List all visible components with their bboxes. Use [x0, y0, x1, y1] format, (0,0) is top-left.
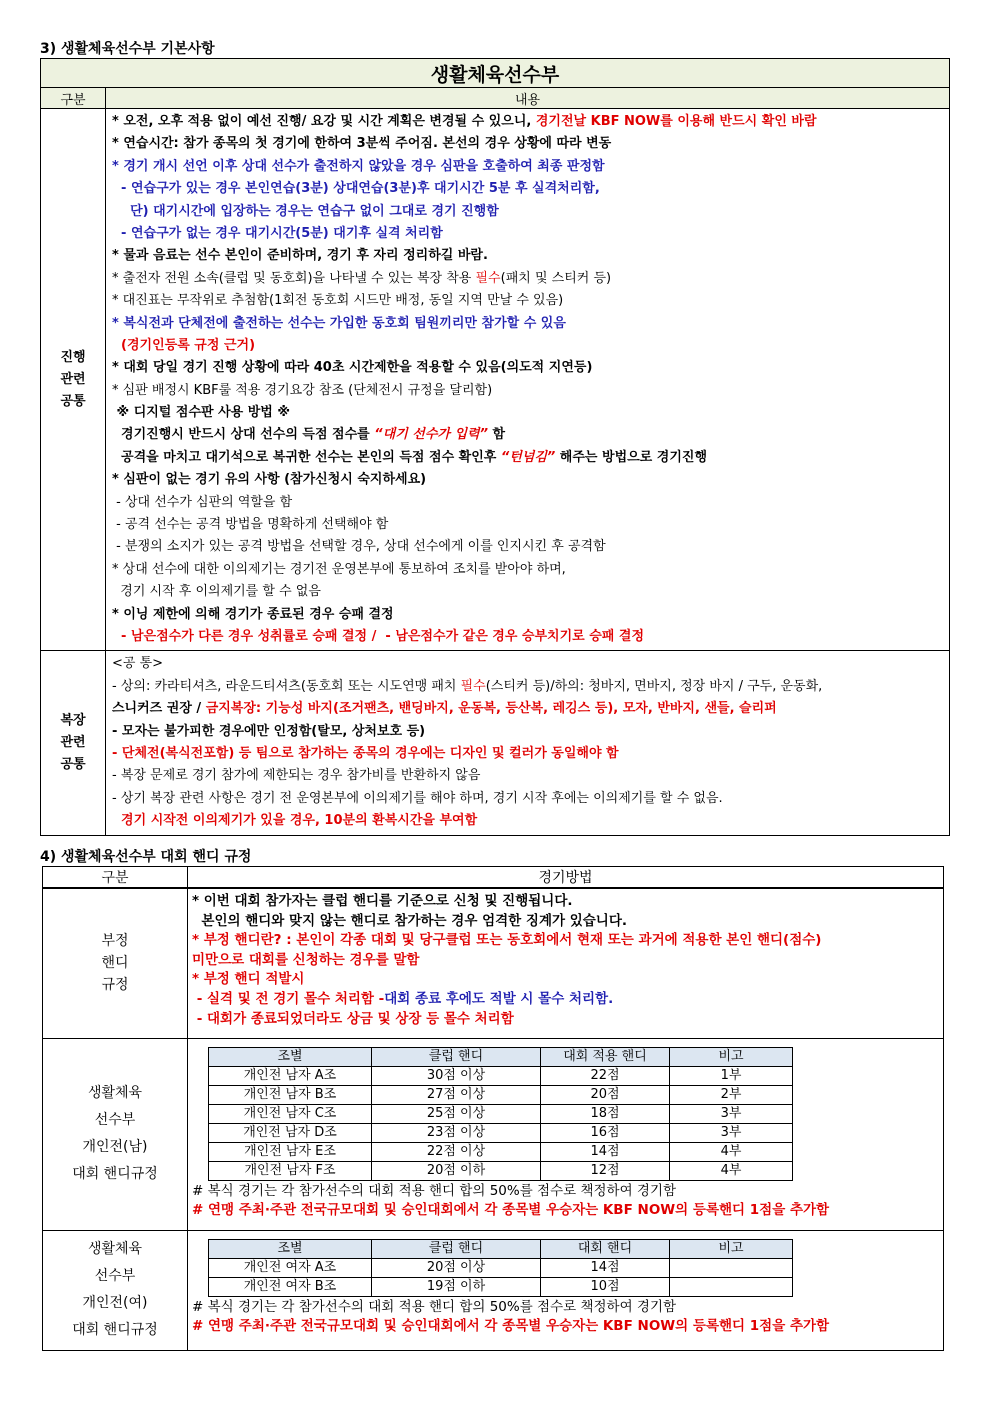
progress-line-text: * 대진표는 무작위로 추첨함(1회전 동호회 시드만 배정, 동일 지역 만날 수 있음): [112, 293, 564, 309]
fraud-line-red: 미만으로 대회를 신청하는 경우를 말함: [192, 951, 420, 968]
col-category-header: 구분: [43, 867, 188, 889]
progress-line: [112, 313, 943, 335]
women-table-cell: 개인전 여자 A조: [209, 1258, 372, 1277]
men-table-cell: 2부: [670, 1085, 793, 1104]
attire-line-text: - 상기 복장 관련 사항은 경기 전 운영본부에 이의제기를 해야 하며, 경기 시작 후에는 이의제기를 할 수 없음.: [112, 790, 723, 806]
fraud-line: [192, 931, 939, 951]
progress-line-red: 경기전날 KBF NOW를 이용해 반드시 확인 바람: [535, 114, 817, 129]
attire-line: [112, 810, 943, 832]
progress-line: [112, 223, 943, 245]
progress-category-label: 진행 관련 공통: [60, 349, 86, 409]
attire-line-after: (스티커 등)/하의: 청바지, 면바지, 정장 바지 / 구두, 운동화,: [485, 678, 823, 694]
table-row: [209, 1142, 793, 1161]
men-table-cell: 개인전 남자 B조: [209, 1085, 372, 1104]
men-table-cell: 16점: [541, 1123, 670, 1142]
fraud-line-blue: 대회 종료 후에도 적발 시 몰수 처리함.: [384, 990, 614, 1007]
men-table-cell: 27점 이상: [372, 1085, 541, 1104]
attire-line-red: 경기 시작전 이의제기가 있을 경우, 10분의 환복시간을 부여함: [112, 813, 478, 829]
women-table-header-cell: 클럽 핸디: [372, 1239, 541, 1258]
attire-content: [106, 651, 950, 835]
col-content-header: 내용: [106, 88, 950, 109]
table-row: [209, 1277, 793, 1296]
women-table-cell: [670, 1277, 793, 1296]
fraud-category: [43, 888, 188, 1038]
progress-line: [112, 335, 943, 357]
progress-line: [112, 402, 943, 424]
progress-line-text: - 상대 선수가 심판의 역할을 함: [112, 494, 293, 510]
table-row: [209, 1258, 793, 1277]
women-category: [43, 1230, 188, 1350]
col-category-header: 구분: [41, 88, 106, 109]
progress-line-text: - 연습구가 없는 경우 대기시간(5분) 대기후 실격 처리함: [112, 225, 443, 241]
men-table-cell: 3부: [670, 1123, 793, 1142]
men-table-cell: 22점: [541, 1066, 670, 1085]
men-table-cell: 4부: [670, 1161, 793, 1180]
fraud-line-red: - 실격 및 전 경기 몰수 처리함 -: [192, 990, 385, 1007]
men-table-header-cell: 조별: [209, 1047, 372, 1066]
men-table-cell: 개인전 남자 C조: [209, 1104, 372, 1123]
men-table-cell: 25점 이상: [372, 1104, 541, 1123]
attire-category: [41, 651, 106, 835]
progress-line: [112, 290, 943, 312]
progress-line-red: (경기인등록 규정 근거): [112, 337, 256, 353]
men-table-cell: 22점 이상: [372, 1142, 541, 1161]
men-table-header-cell: 대회 적용 핸디: [541, 1047, 670, 1066]
progress-line-text: * 심판 배정시 KBF룰 적용 경기요강 참조 (단체전시 규정을 달리함): [112, 382, 493, 398]
progress-line-text: * 오전, 오후 적용 없이 예선 진행/ 요강 및 시간 계획은 변경될 수 있으니,: [112, 114, 536, 129]
table-row: [209, 1161, 793, 1180]
men-category: [43, 1038, 188, 1230]
women-table-header-cell: 비고: [670, 1239, 793, 1258]
progress-line-text: * 이닝 제한에 의해 경기가 종료된 경우 승패 결정: [112, 606, 394, 622]
fraud-line: [192, 912, 939, 932]
men-table-cell: 12점: [541, 1161, 670, 1180]
table-row: [209, 1085, 793, 1104]
attire-line-text: 스니커즈 권장 /: [112, 701, 206, 717]
fraud-line: [192, 951, 939, 971]
fraud-content: [188, 888, 944, 1038]
progress-line: [112, 559, 943, 581]
fraud-line-text: * 이번 대회 참가자는 클럽 핸디를 기준으로 신청 및 진행됩니다.: [192, 893, 573, 909]
progress-line: [112, 268, 943, 290]
fraud-line: [192, 1010, 939, 1030]
men-table-cell: 1부: [670, 1066, 793, 1085]
progress-line-red: “대기 선수가 입력”: [374, 427, 488, 443]
progress-line: [112, 178, 943, 200]
progress-line: [112, 492, 943, 514]
women-category-label: 생활체육 선수부 개인전(여) 대회 핸디규정: [72, 1241, 158, 1338]
progress-content: [106, 109, 950, 651]
women-table-cell: 개인전 여자 B조: [209, 1277, 372, 1296]
basic-rules-table: [40, 58, 950, 836]
progress-line-text: * 복식전과 단체전에 출전하는 선수는 가입한 동호회 팀원끼리만 참가할 수 있음: [112, 315, 566, 331]
men-table-cell: 20점: [541, 1085, 670, 1104]
progress-line-text: 공격을 마치고 대기석으로 복귀한 선수는 본인의 득점 점수 확인후: [112, 449, 501, 465]
women-table-header-cell: 조별: [209, 1239, 372, 1258]
men-table-cell: 개인전 남자 F조: [209, 1161, 372, 1180]
section3-title: 3) 생활체육선수부 기본사항: [40, 41, 215, 57]
progress-line-text: - 연습구가 있는 경우 본인연습(3분) 상대연습(3분)후 대기시간 5분 후 실격처리함,: [112, 181, 600, 197]
men-table-cell: 3부: [670, 1104, 793, 1123]
progress-line: [112, 469, 943, 491]
men-category-label: 생활체육 선수부 개인전(남) 대회 핸디규정: [72, 1085, 158, 1182]
progress-line: [112, 380, 943, 402]
progress-line-text: - 분쟁의 소지가 있는 공격 방법을 선택할 경우, 상대 선수에게 이를 인지시킨 후 공격함: [112, 539, 606, 555]
men-table-cell: 14점: [541, 1142, 670, 1161]
attire-lines: [112, 653, 943, 832]
progress-line-text: * 대회 당일 경기 진행 상황에 따라 40초 시간제한을 적용할 수 있음(의도적 지연등): [112, 360, 593, 376]
attire-line-red: - 단체전(복식전포함) 등 팀으로 참가하는 종목의 경우에는 디자인 및 컬러가 동일해야 함: [112, 745, 619, 761]
women-table-cell: 14점: [541, 1258, 670, 1277]
handicap-table: [42, 866, 944, 1351]
progress-line-text: 단) 대기시간에 입장하는 경우는 연습구 없이 그대로 경기 진행함: [112, 203, 499, 219]
attire-line: [112, 653, 943, 675]
section4-title: 4) 생활체육선수부 대회 핸디 규정: [40, 849, 252, 865]
attire-line-text: - 모자는 불가피한 경우에만 인정함(탈모, 상처보호 등): [112, 723, 426, 739]
attire-line: [112, 743, 943, 765]
attire-line-text: - 복장 문제로 경기 참가에 제한되는 경우 참가비를 반환하지 않음: [112, 768, 481, 784]
men-table-cell: 개인전 남자 E조: [209, 1142, 372, 1161]
women-table-cell: [670, 1258, 793, 1277]
attire-line-text: - 상의: 카라티셔츠, 라운드티셔츠(동호회 또는 시도연맹 패치: [112, 678, 461, 694]
progress-line: [112, 111, 943, 133]
men-table-cell: 18점: [541, 1104, 670, 1123]
fraud-line: [192, 970, 939, 990]
men-note1: # 복식 경기는 각 참가선수의 대회 적용 핸디 합의 50%를 점수로 책정하여 경기함: [192, 1182, 677, 1199]
men-table-header-cell: 비고: [670, 1047, 793, 1066]
men-note2: # 연맹 주최·주관 전국규모대회 및 승인대회에서 각 종목별 우승자는 KBF NOW의 등록핸디 1점을 추가함: [192, 1202, 830, 1219]
men-table-cell: 개인전 남자 A조: [209, 1066, 372, 1085]
table-row: [209, 1066, 793, 1085]
progress-line-text: * 연습시간: 참가 종목의 첫 경기에 한하여 3분씩 주어짐. 본선의 경우 상황에 따라 변동: [112, 136, 612, 152]
progress-line-red: - 남은점수가 다른 경우 성취률로 승패 결정 / - 남은점수가 같은 경우 승부치기로 승패 결정: [112, 628, 645, 644]
table-row: [209, 1123, 793, 1142]
attire-line: [112, 698, 943, 720]
progress-line: [112, 245, 943, 267]
fraud-category-label: 부정 핸디 규정: [101, 933, 129, 994]
women-table-cell: 19점 이하: [372, 1277, 541, 1296]
women-table-header-cell: 대회 핸디: [541, 1239, 670, 1258]
attire-line-red: 필수: [460, 678, 486, 694]
women-content: [188, 1230, 944, 1350]
progress-line-text: * 물과 음료는 선수 본인이 준비하며, 경기 후 자리 정리하길 바람.: [112, 248, 488, 264]
progress-line-text: ※ 디지털 점수판 사용 방법 ※: [112, 405, 291, 421]
progress-line-text: - 공격 선수는 공격 방법을 명확하게 선택해야 함: [112, 517, 389, 533]
attire-line-red: 금지복장: 기능성 바지(조거팬츠, 밴딩바지, 운동복, 등산복, 레깅스 등), 모자, 반바지, 샌들, 슬리퍼: [205, 701, 777, 717]
men-table-cell: 23점 이상: [372, 1123, 541, 1142]
progress-line: [112, 357, 943, 379]
progress-line: [112, 156, 943, 178]
progress-line-red: “턴넘김”: [500, 449, 556, 465]
men-table-cell: 20점 이하: [372, 1161, 541, 1180]
fraud-line-red: - 대회가 종료되었더라도 상금 및 상장 등 몰수 처리함: [192, 1010, 514, 1027]
attire-line: [112, 765, 943, 787]
fraud-line-red: * 부정 핸디란? : 본인이 각종 대회 및 당구클럽 또는 동호회에서 현재 또는 과거에 적용한 본인 핸디(점수): [192, 932, 822, 949]
men-table-header-cell: 클럽 핸디: [372, 1047, 541, 1066]
progress-line: [112, 514, 943, 536]
progress-line-text: 경기 시작 후 이의제기를 할 수 없음: [112, 584, 321, 600]
progress-line: [112, 424, 943, 446]
progress-lines: [112, 111, 943, 648]
progress-line-after: 해주는 방법으로 경기진행: [555, 449, 707, 465]
women-note2: # 연맹 주최·주관 전국규모대회 및 승인대회에서 각 종목별 우승자는 KBF NOW의 등록핸디 1점을 추가함: [192, 1318, 830, 1335]
table-title: 생활체육선수부: [41, 59, 950, 88]
men-table-cell: 개인전 남자 D조: [209, 1123, 372, 1142]
progress-line-text: * 심판이 없는 경기 유의 사항 (참가신청시 숙지하세요): [112, 472, 427, 488]
progress-line: [112, 626, 943, 648]
men-table-cell: 30점 이상: [372, 1066, 541, 1085]
fraud-lines: [192, 892, 939, 1029]
attire-line: [112, 788, 943, 810]
progress-line-text: 경기진행시 반드시 상대 선수의 득점 점수를: [112, 427, 375, 443]
women-table-cell: 20점 이상: [372, 1258, 541, 1277]
attire-line-text: <공 통>: [112, 656, 164, 672]
progress-line-text: * 경기 개시 선언 이후 상대 선수가 출전하지 않았을 경우 심판을 호출하여 최종 판정함: [112, 158, 605, 174]
fraud-line: [192, 892, 939, 912]
progress-line-text: * 상대 선수에 대한 이의제기는 경기전 운영본부에 통보하여 조치를 받아야 하며,: [112, 561, 566, 577]
progress-line: [112, 536, 943, 558]
attire-category-label: 복장 관련 공통: [60, 712, 86, 772]
progress-line: [112, 447, 943, 469]
table-row: [209, 1104, 793, 1123]
fraud-line: [192, 990, 939, 1010]
progress-line: [112, 201, 943, 223]
attire-line: [112, 721, 943, 743]
fraud-line-text: 본인의 핸디와 맞지 않는 핸디로 참가하는 경우 엄격한 징계가 있습니다.: [192, 912, 628, 929]
progress-line: [112, 581, 943, 603]
progress-category: [41, 109, 106, 651]
progress-line: [112, 133, 943, 155]
fraud-line-red: * 부정 핸디 적발시: [192, 971, 305, 988]
progress-line-text: * 출전자 전원 소속(클럽 및 동호회)을 나타낼 수 있는 복장 착용: [112, 270, 476, 286]
men-content: [188, 1038, 944, 1230]
men-table-cell: 4부: [670, 1142, 793, 1161]
progress-line-red: 필수: [475, 270, 501, 286]
women-table-cell: 10점: [541, 1277, 670, 1296]
progress-line: [112, 604, 943, 626]
women-handicap-table: [208, 1239, 793, 1297]
men-handicap-table: [208, 1047, 793, 1181]
women-note1: # 복식 경기는 각 참가선수의 대회 적용 핸디 합의 50%를 점수로 책정하여 경기함: [192, 1298, 677, 1315]
progress-line-after: (패치 및 스티커 등): [500, 270, 612, 286]
progress-line-after: 함: [487, 427, 506, 443]
attire-line: [112, 676, 943, 698]
col-method-header: 경기방법: [188, 867, 944, 889]
